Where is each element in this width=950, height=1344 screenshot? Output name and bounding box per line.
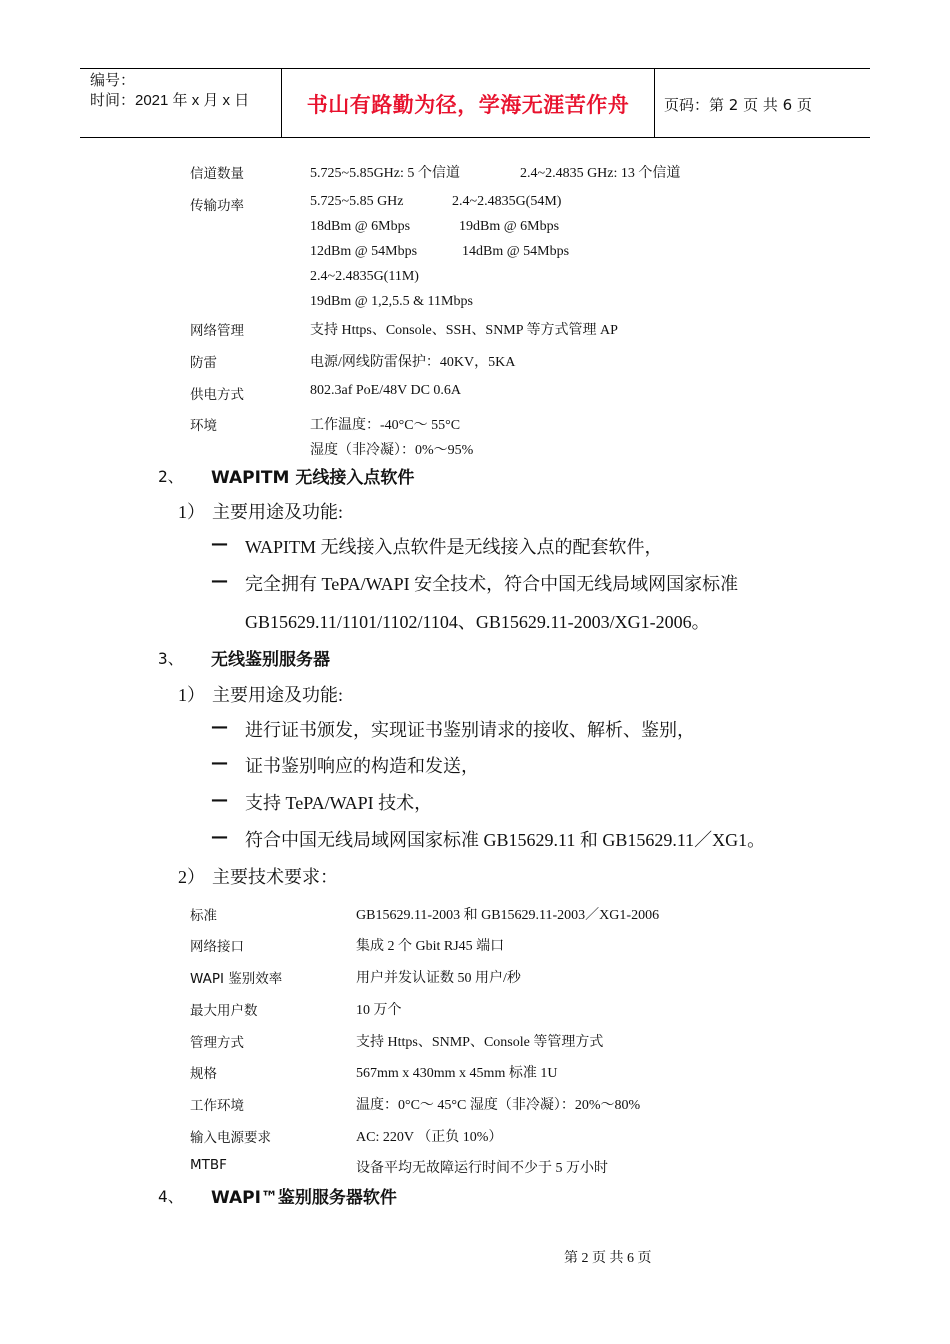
spec-value: 支持 Https、SNMP、Console 等管理方式 [356, 1035, 604, 1050]
spec-value: 19dBm @ 1,2,5.5 & 11Mbps [310, 294, 473, 309]
bullet-dash: — [211, 571, 228, 591]
subsection-label: 主要用途及功能: [212, 685, 344, 705]
section-title: WAPITM 无线接入点软件 [211, 468, 415, 488]
spec-value: GB15629.11-2003 和 GB15629.11-2003／XG1-2006 [356, 908, 660, 923]
spec-label: 网络接口 [190, 939, 244, 955]
header-meta [90, 71, 249, 111]
bullet-text: 支持 TePA/WAPI 技术， [245, 793, 433, 813]
spec-label: 环境 [190, 418, 217, 434]
motto: 书山有路勤为径，学海无涯苦作舟 [306, 93, 630, 117]
bullet-dash: — [211, 827, 228, 847]
spec-label: WAPI 鉴别效率 [190, 971, 283, 987]
spec-value: 19dBm @ 6Mbps [459, 219, 560, 234]
page-header [80, 68, 870, 138]
spec-label: 规格 [190, 1066, 217, 1082]
bullet-dash: — [211, 717, 228, 737]
spec-label: 供电方式 [190, 387, 244, 403]
spec-value: 18dBm @ 6Mbps [310, 219, 411, 234]
spec-value: AC: 220V （正负 10%） [356, 1130, 503, 1145]
spec-value: 电源/网线防雷保护：40KV，5KA [310, 355, 516, 370]
spec-label: 网络管理 [190, 323, 244, 339]
section-number: 4、 [158, 1187, 184, 1206]
spec-label: 防雷 [190, 355, 217, 371]
spec-value: 工作温度：-40°C～ 55°C [310, 418, 461, 433]
number-label: 编号： [90, 72, 136, 89]
bullet-dash: — [211, 534, 228, 554]
spec-value: 2.4~2.4835G(11M) [310, 269, 419, 284]
spec-value: 2.4~2.4835G(54M) [452, 194, 562, 209]
spec-value: 12dBm @ 54Mbps [310, 244, 418, 259]
page-footer: 第 2 页 共 6 页 [564, 1251, 652, 1266]
spec-label: 工作环境 [190, 1098, 244, 1114]
spec-value: 2.4~2.4835 GHz: 13 个信道 [520, 166, 681, 181]
spec-label: 传输功率 [190, 198, 244, 214]
subsection-label: 主要用途及功能: [212, 502, 344, 522]
bullet-text: 完全拥有 TePA/WAPI 安全技术，符合中国无线局域网国家标准 [245, 574, 739, 594]
spec-value: 用户并发认证数 50 用户/秒 [356, 971, 521, 986]
spec-value: 温度：0°C～ 45°C 湿度（非冷凝）：20%～80% [356, 1098, 641, 1113]
spec-value: 10 万个 [356, 1003, 402, 1018]
spec-label: 标准 [190, 908, 217, 924]
page-label: 页码：第 2 页 共 6 页 [664, 96, 812, 114]
spec-value: 802.3af PoE/48V DC 0.6A [310, 383, 462, 398]
spec-value: 567mm x 430mm x 45mm 标准 1U [356, 1066, 558, 1081]
bullet-dash: — [211, 753, 228, 773]
spec-value: 支持 Https、Console、SSH、SNMP 等方式管理 AP [310, 323, 618, 338]
spec-value: 5.725~5.85GHz: 5 个信道 [310, 166, 460, 181]
bullet-text: GB15629.11/1101/1102/1104、GB15629.11-2003/XG1-2006。 [245, 612, 710, 632]
spec-label: 输入电源要求 [190, 1130, 271, 1146]
bullet-text: WAPITM 无线接入点软件是无线接入点的配套软件， [245, 537, 663, 557]
section-title: 无线鉴别服务器 [211, 650, 330, 670]
date-label: 时间：2021 年 x 月 x 日 [90, 92, 250, 109]
spec-label: 管理方式 [190, 1035, 244, 1051]
subsection-number: 2） [178, 867, 205, 887]
subsection-number: 1） [178, 502, 205, 522]
spec-value: 集成 2 个 Gbit RJ45 端口 [356, 939, 505, 954]
spec-value: 5.725~5.85 GHz [310, 194, 404, 209]
section-number: 2、 [158, 467, 184, 486]
spec-label: 信道数量 [190, 166, 244, 182]
header-divider [654, 69, 655, 137]
spec-label: 最大用户数 [190, 1003, 258, 1019]
bullet-text: 符合中国无线局域网国家标准 GB15629.11 和 GB15629.11／XG1。 [245, 830, 766, 850]
spec-value: 湿度（非冷凝）：0%～95% [310, 443, 474, 458]
subsection-number: 1） [178, 685, 205, 705]
spec-label: MTBF [190, 1157, 227, 1173]
spec-value: 设备平均无故障运行时间不少于 5 万小时 [356, 1161, 608, 1176]
bullet-dash: — [211, 790, 228, 810]
spec-value: 14dBm @ 54Mbps [462, 244, 570, 259]
subsection-label: 主要技术要求： [212, 867, 338, 887]
section-number: 3、 [158, 649, 184, 668]
bullet-text: 进行证书颁发，实现证书鉴别请求的接收、解析、鉴别， [245, 720, 695, 740]
section-title: WAPI™鉴别服务器软件 [211, 1188, 397, 1208]
bullet-text: 证书鉴别响应的构造和发送， [245, 756, 479, 776]
